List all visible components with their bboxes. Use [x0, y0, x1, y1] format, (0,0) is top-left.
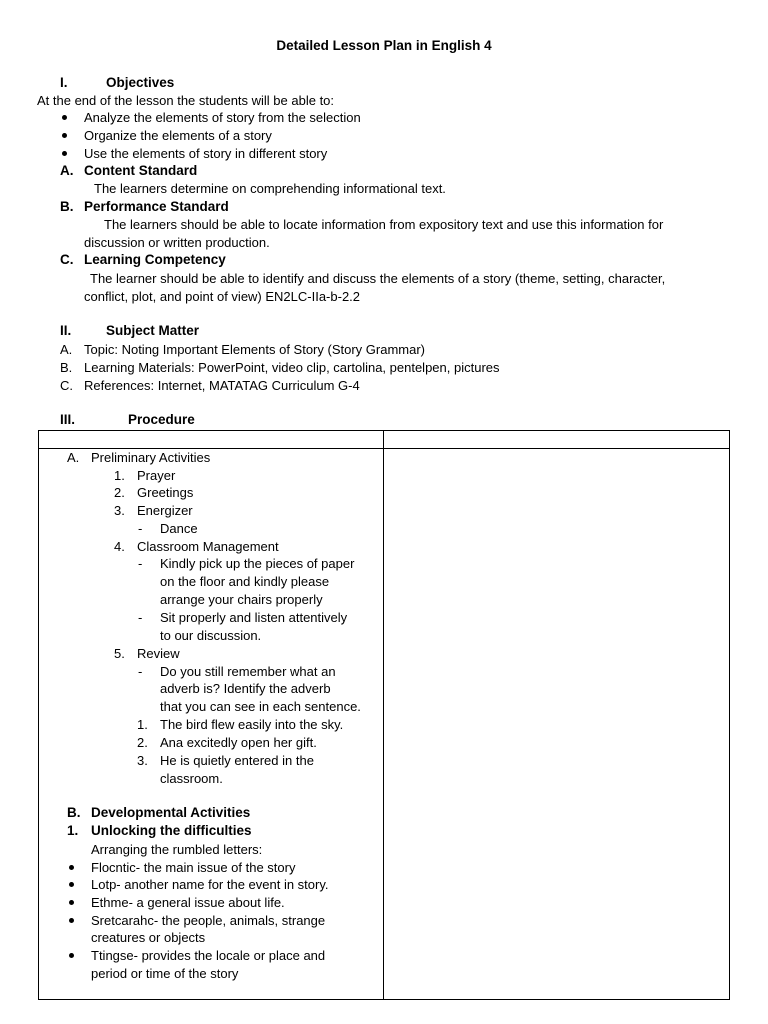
objectives-heading: Objectives: [106, 75, 175, 90]
document-title: Detailed Lesson Plan in English 4: [276, 38, 492, 53]
content-standard-letter: A.: [60, 163, 74, 178]
preliminary-item: Review: [137, 646, 180, 661]
procedure-numeral: III.: [60, 412, 76, 427]
management-sub-line: Sit properly and listen attentively: [160, 610, 348, 625]
management-sub-line: arrange your chairs properly: [160, 592, 323, 607]
objective-item: Organize the elements of a story: [84, 128, 272, 143]
vocabulary-item: Lotp- another name for the event in story.: [91, 877, 329, 892]
preliminary-item: Classroom Management: [137, 539, 279, 554]
learning-competency-line2: conflict, plot, and point of view) EN2LC-IIa-b-2.2: [84, 289, 361, 304]
objective-item: Use the elements of story in different story: [84, 146, 328, 161]
subject-matter-letter: C.: [60, 378, 73, 393]
learning-competency-letter: C.: [60, 252, 74, 267]
preliminary-item: Prayer: [137, 468, 176, 483]
dash: -: [138, 610, 143, 625]
unlocking-heading: Unlocking the difficulties: [91, 823, 252, 838]
management-sub-line: on the floor and kindly please: [160, 574, 330, 589]
sentence-line: classroom.: [160, 771, 223, 786]
dash: -: [138, 521, 143, 536]
preliminary-item: Energizer: [137, 503, 193, 518]
performance-standard-line2: discussion or written production.: [84, 235, 270, 250]
preliminary-item-num: 5.: [114, 646, 125, 661]
management-sub-line: Kindly pick up the pieces of paper: [160, 556, 355, 571]
sentence-line: The bird flew easily into the sky.: [160, 717, 344, 732]
vocabulary-item: Ttingse- provides the locale or place and: [91, 948, 326, 963]
preliminary-item: Greetings: [137, 485, 194, 500]
procedure-heading: Procedure: [128, 412, 195, 427]
learning-competency-heading: Learning Competency: [84, 252, 226, 267]
energizer-sub-item: Dance: [160, 521, 198, 536]
content-standard-text: The learners determine on comprehending informational text.: [94, 181, 446, 196]
developmental-letter: B.: [67, 805, 81, 820]
review-sub-line: that you can see in each sentence.: [160, 699, 361, 714]
review-sub-line: adverb is? Identify the adverb: [160, 681, 331, 696]
performance-standard-heading: Performance Standard: [84, 199, 229, 214]
learning-competency-line1: The learner should be able to identify and discuss the elements of a story (theme, setting, character,: [90, 271, 666, 286]
vocabulary-item: Sretcarahc- the people, animals, strange: [91, 913, 326, 928]
sentence-num: 3.: [137, 753, 148, 768]
preliminary-item-num: 2.: [114, 485, 125, 500]
table-column-divider: [383, 430, 384, 1000]
subject-matter-letter: B.: [60, 360, 73, 375]
management-sub-line: to our discussion.: [160, 628, 262, 643]
preliminary-item-num: 4.: [114, 539, 125, 554]
dash: -: [138, 556, 143, 571]
preliminary-item-num: 1.: [114, 468, 125, 483]
review-sub-line: Do you still remember what an: [160, 664, 336, 679]
subject-matter-item: References: Internet, MATATAG Curriculum G-4: [84, 378, 360, 393]
sentence-num: 2.: [137, 735, 148, 750]
dash: -: [138, 664, 143, 679]
subject-matter-letter: A.: [60, 342, 73, 357]
sentence-num: 1.: [137, 717, 148, 732]
vocabulary-item-continued: period or time of the story: [91, 966, 239, 981]
unlocking-instruction: Arranging the rumbled letters:: [91, 842, 263, 857]
objectives-intro: At the end of the lesson the students will be able to:: [37, 93, 335, 108]
vocabulary-item-continued: creatures or objects: [91, 930, 206, 945]
unlocking-num: 1.: [67, 823, 79, 838]
subject-matter-numeral: II.: [60, 323, 72, 338]
objective-item: Analyze the elements of story from the selection: [84, 110, 361, 125]
subject-matter-item: Topic: Noting Important Elements of Story (Story Grammar): [84, 342, 425, 357]
vocabulary-item: Flocntic- the main issue of the story: [91, 860, 296, 875]
sentence-line: Ana excitedly open her gift.: [160, 735, 317, 750]
subject-matter-item: Learning Materials: PowerPoint, video clip, cartolina, pentelpen, pictures: [84, 360, 500, 375]
vocabulary-item: Ethme- a general issue about life.: [91, 895, 285, 910]
objectives-numeral: I.: [60, 75, 68, 90]
subject-matter-heading: Subject Matter: [106, 323, 200, 338]
preliminary-heading: Preliminary Activities: [91, 450, 211, 465]
content-standard-heading: Content Standard: [84, 163, 198, 178]
sentence-line: He is quietly entered in the: [160, 753, 314, 768]
developmental-heading: Developmental Activities: [91, 805, 251, 820]
performance-standard-line1: The learners should be able to locate information from expository text and use this information for: [104, 217, 664, 232]
performance-standard-letter: B.: [60, 199, 74, 214]
preliminary-letter: A.: [67, 450, 80, 465]
preliminary-item-num: 3.: [114, 503, 125, 518]
